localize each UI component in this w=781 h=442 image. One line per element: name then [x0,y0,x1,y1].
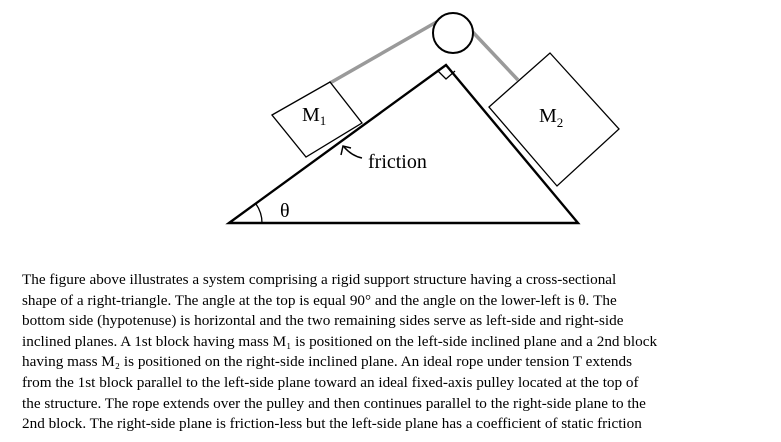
block-m2-label: $M_2$ [539,105,564,130]
caption-line-4: inclined planes. A 1st block having mass M₁ is positioned on the left-side inclined plane and a 2nd block [22,332,658,350]
caption-line-6: from the 1st block parallel to the left-side plane toward an ideal fixed-axis pulley located at the top of [22,373,639,391]
caption-line-3: bottom side (hypotenuse) is horizontal and the two remaining sides serve as left-side and right-side [22,312,624,330]
rope-left [330,20,440,83]
caption-line-5: having mass M₂ is positioned on the right-side inclined plane. An ideal rope under tension T extends [22,353,633,371]
rope-right [468,27,518,80]
caption-line-2: shape of a right-triangle. The angle at the top is equal 90° and the angle on the lower-left is θ. The [22,291,617,309]
caption-line-8: 2nd block. The right-side plane is friction-less but the left-side plane has a coefficient of static friction [22,415,642,433]
problem-description [22,270,774,435]
pulley [433,13,473,53]
caption-line-1: The figure above illustrates a system comprising a rigid support structure having a cross-sectional [22,271,617,288]
friction-label: friction [368,151,427,173]
angle-label: θ [280,200,290,222]
caption-line-7: the structure. The rope extends over the pulley and then continues parallel to the right-side plane to the [22,394,646,412]
block-m1-label: $M_1$ [302,104,327,128]
